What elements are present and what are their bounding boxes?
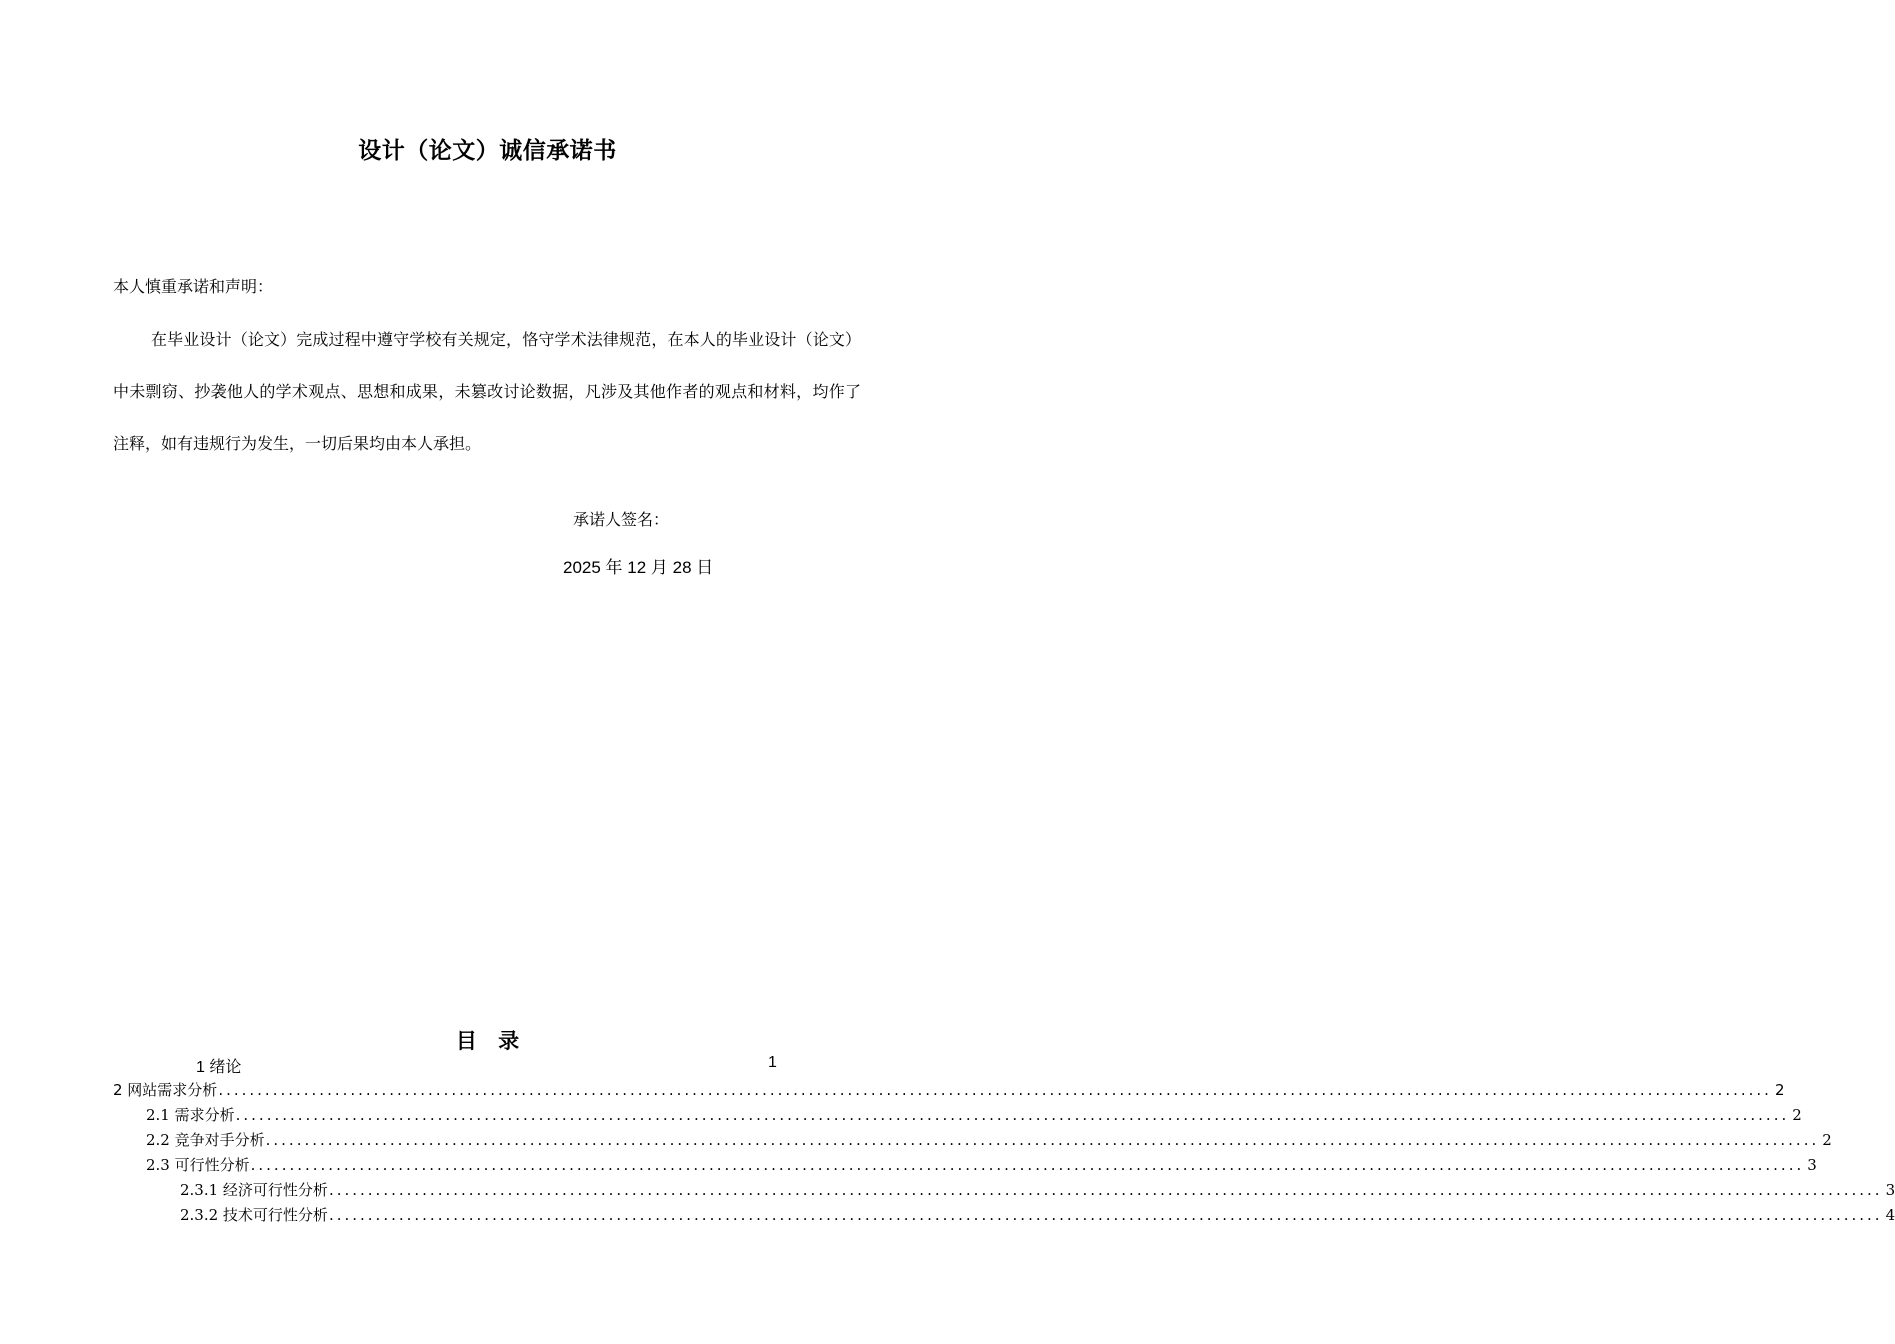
- toc-entry-title: 2.3.2 技术可行性分析: [180, 1206, 328, 1224]
- toc-entry-page: 1: [768, 1054, 777, 1071]
- pledge-title: 设计（论文）诚信承诺书: [358, 138, 617, 164]
- toc-entry[interactable]: [113, 1079, 1785, 1101]
- toc-entry[interactable]: [146, 1129, 1832, 1151]
- toc-entry-page: 2: [1822, 1131, 1832, 1149]
- toc-entry[interactable]: [180, 1179, 1895, 1201]
- toc-entry-title: 2.3 可行性分析: [146, 1156, 250, 1174]
- toc-entry-page: 3: [1807, 1156, 1817, 1174]
- toc-entry-page: 3: [1885, 1181, 1895, 1199]
- toc-entry-title: 2.3.1 经济可行性分析: [180, 1181, 328, 1199]
- pledge-intro: 本人慎重承诺和声明：: [113, 277, 274, 296]
- toc-leader-dots: ........................................................................................................................................................................................................: [328, 1206, 1883, 1224]
- toc-entry-page: 4: [1885, 1206, 1895, 1224]
- toc-leader-dots: ........................................................................................................................................................................................................: [250, 1156, 1805, 1174]
- signature-label: 承诺人签名：: [573, 510, 670, 529]
- toc-entry-title: 2.1 需求分析: [146, 1106, 235, 1124]
- toc-entry[interactable]: [146, 1104, 1802, 1126]
- signature-date: 2025 年 12 月 28 日: [563, 558, 714, 577]
- toc-entry-title[interactable]: 1 绪论: [196, 1059, 242, 1076]
- toc-entry[interactable]: [146, 1154, 1817, 1176]
- toc-entry-page: 2: [1774, 1081, 1785, 1099]
- toc-leader-dots: ........................................................................................................................................................................................................: [218, 1081, 1772, 1099]
- toc-entry-title: 2.2 竞争对手分析: [146, 1131, 265, 1149]
- toc-heading: 目 录: [455, 1029, 520, 1053]
- toc-leader-dots: ........................................................................................................................................................................................................: [235, 1106, 1790, 1124]
- toc-leader-dots: ........................................................................................................................................................................................................: [265, 1131, 1820, 1149]
- toc-entry-title: 2 网站需求分析: [113, 1081, 218, 1099]
- pledge-body: 在毕业设计（论文）完成过程中遵守学校有关规定，恪守学术法律规范，在本人的毕业设计（论文）中未剽窃、抄袭他人的学术观点、思想和成果，未篡改讨论数据，凡涉及其他作者的观点和材料，均作了注释，如有违规行为发生，一切后果均由本人承担。: [113, 330, 861, 453]
- toc-entry-page: 2: [1792, 1106, 1802, 1124]
- toc-entry[interactable]: [180, 1204, 1895, 1226]
- toc-leader-dots: ........................................................................................................................................................................................................: [328, 1181, 1883, 1199]
